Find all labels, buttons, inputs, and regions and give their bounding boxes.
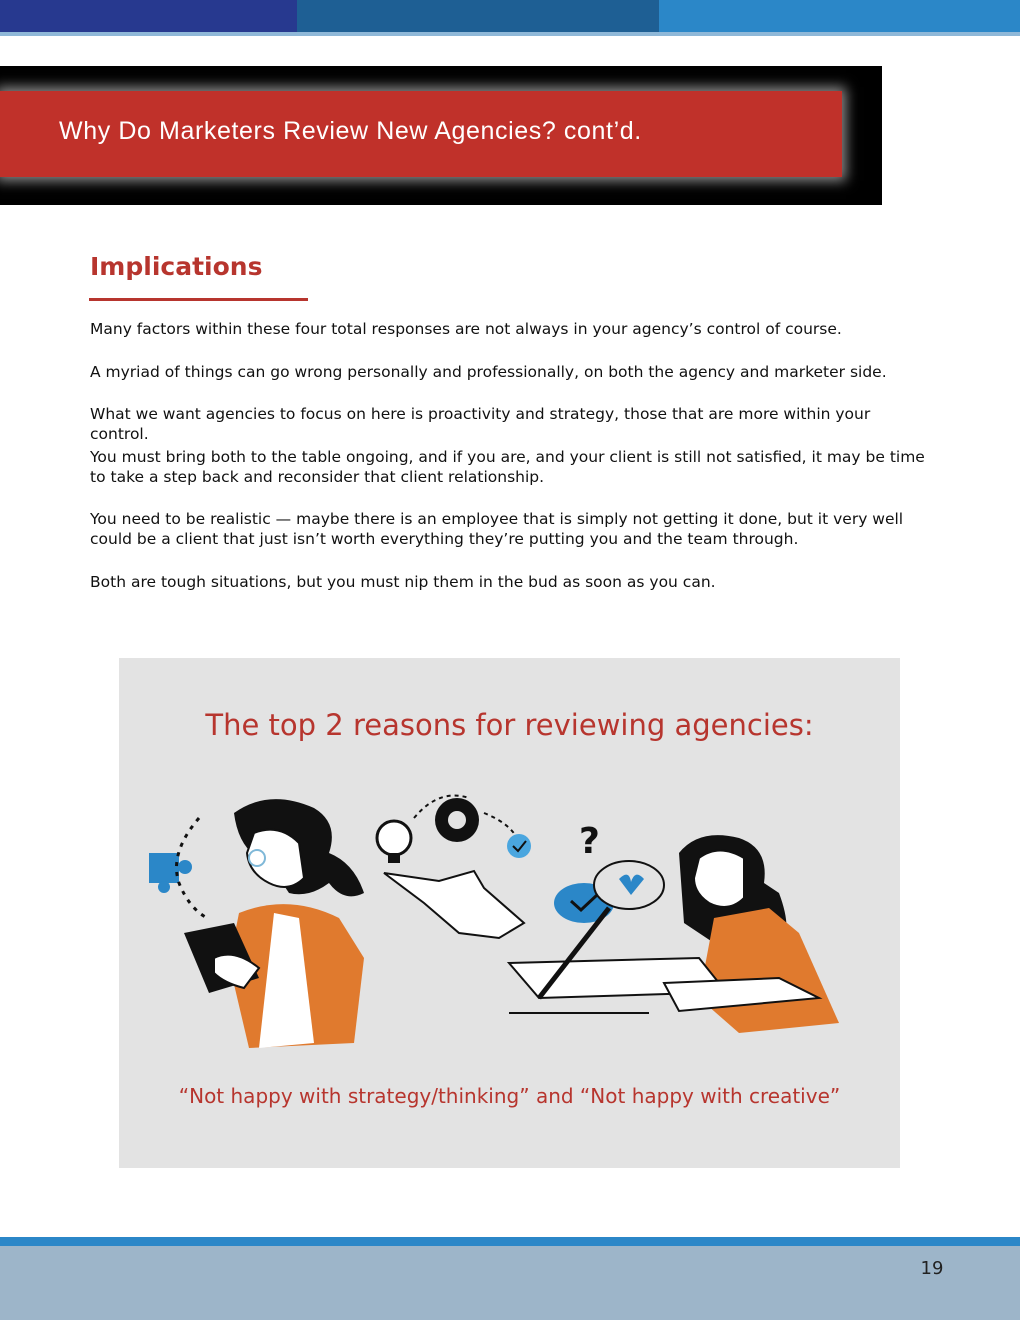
top-bar-segment-light-blue (659, 0, 1020, 32)
chat-bubble-heart-icon (594, 861, 664, 909)
paragraph-5: You need to be realistic — maybe there is an employee that is simply not getting it done, but it very well could be a client that just isn’t worth everything they’re putting you and the team through. (90, 510, 904, 548)
woman-writing-illustration (509, 835, 839, 1033)
lightbulb-icon (377, 821, 411, 863)
title-banner (0, 91, 842, 177)
gear-icon (435, 798, 479, 842)
page-title: Why Do Marketers Review New Agencies? cont’d. (59, 117, 642, 145)
title-block (0, 66, 882, 205)
figure-title: The top 2 reasons for reviewing agencies: (205, 708, 814, 742)
figure-illustration (139, 783, 879, 1083)
footer (0, 1246, 1020, 1320)
paragraph-4: You must bring both to the table ongoing, and if you are, and your client is still not satisfied, it may be time to take a step back and reconsider that client relationship. (90, 448, 925, 486)
question-mark-icon: ? (579, 821, 600, 862)
figure-caption: “Not happy with strategy/thinking” and “Not happy with creative” (178, 1084, 841, 1108)
top-color-bar (0, 0, 1020, 36)
page-number: 19 (920, 1258, 944, 1279)
open-hand-icon (384, 871, 524, 938)
paragraph-2: A myriad of things can go wrong personally and professionally, on both the agency and marketer side. (90, 363, 887, 381)
paragraph-6: Both are tough situations, but you must nip them in the bud as soon as you can. (90, 573, 716, 591)
woman-with-tablet-illustration (184, 799, 364, 1048)
reasons-figure (119, 658, 900, 1168)
check-circle-icon (507, 834, 531, 858)
section-heading-rule (89, 298, 308, 301)
paragraph-1: Many factors within these four total responses are not always in your agency’s control of course. (90, 320, 842, 338)
footer-accent-line (0, 1237, 1020, 1246)
top-bar-segment-navy (0, 0, 297, 32)
puzzle-piece-icon (149, 853, 192, 893)
section-heading: Implications (90, 252, 263, 281)
top-bar-underline (0, 32, 1020, 36)
top-bar-segment-mid-blue (297, 0, 659, 32)
paragraph-3: What we want agencies to focus on here is proactivity and strategy, those that are more within your control. (90, 405, 871, 443)
